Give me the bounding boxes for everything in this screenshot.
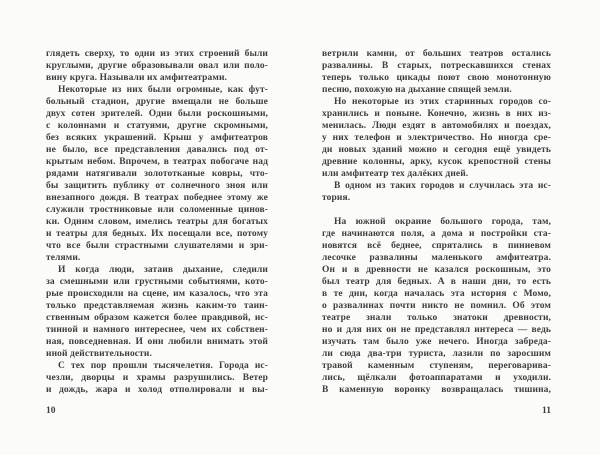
- text-line: был театр для бедных. А в наши дни, то есть: [322, 277, 551, 287]
- text-line: Но некоторые из этих старинных городов со-: [334, 97, 551, 107]
- text-line: В каменную воронку возвращалась тишина,: [322, 385, 551, 395]
- text-line: ди новых зданий можно и сегодня ещё увидеть: [322, 145, 551, 155]
- text-line: без всяких украшений. Крыш у амфитеатров: [46, 133, 268, 143]
- text-line: круглыми, другие образовывали овал или поло-: [46, 61, 268, 71]
- text-line: крытым небом. Впрочем, в театрах побогаче над: [46, 157, 268, 167]
- text-line: рые происходили на сцене, им казалось, что эта: [46, 289, 268, 299]
- text-line: лесочке развалины маленького амфитеатра.: [322, 253, 551, 263]
- text-line: больный стадион, другие вмещали не больше: [46, 97, 268, 107]
- text-line: двух сотен зрителей. Одни были роскошными,: [46, 109, 268, 119]
- text-line: только представляемая жизнь каким-то таин-: [46, 301, 268, 311]
- text-line: ли сюда два-три туриста, лазили по заросшим: [322, 349, 551, 359]
- text-line: у них телефон и электричество. Но иногда сре-: [322, 133, 551, 143]
- text-line: не было, все представления давались под от-: [46, 145, 268, 155]
- text-line: глядеть сверху, то одни из этих строений были: [46, 49, 268, 59]
- text-line: и театры для бедных. Их посещали все, потому: [46, 229, 268, 239]
- text-line: лись, щёлкали фотоаппаратами и уходили.: [322, 373, 551, 383]
- text-line: внезапного дождя. В театрах победнее этому же: [46, 193, 268, 203]
- text-line: хранились и поныне. Конечно, жизнь в них из-: [322, 109, 551, 119]
- text-line: телями.: [46, 253, 81, 263]
- text-line: изучать там было уже нечего. Иногда забреда-: [322, 337, 551, 347]
- text-line: что все были страстными слушателями и зри-: [46, 241, 268, 251]
- text-line: ветрили камни, от больших театров остались: [322, 49, 551, 59]
- page-number: 10: [46, 406, 56, 416]
- page-left: [46, 48, 268, 417]
- text-line: за смешными или грустными событиями, кото-: [46, 277, 268, 287]
- text-line: И когда люди, затаив дыхание, следили: [58, 265, 268, 275]
- text-line: ная, повседневная. И они любили внимать этой: [46, 337, 268, 347]
- text-line: рядами натягивали золототканые ковры, что-: [46, 169, 268, 179]
- text-line: песню, похожую на дыхание спящей земли.: [322, 85, 512, 95]
- text-line: Некоторые из них были огромные, как фут-: [58, 85, 268, 95]
- text-line: где начинаются поля, а дома и постройки ста-: [322, 229, 551, 239]
- text-line: с колоннами и статуями, другие скромными,: [46, 121, 268, 131]
- text-line: С тех пор прошли тысячелетия. Города ис-: [58, 361, 268, 371]
- text-line: новятся всё беднее, спрятались в пиниевом: [322, 241, 551, 251]
- text-line: ки. Одним словом, имелись театры для богатых: [46, 217, 268, 227]
- text-line: тинной и намного интереснее, чем их собствен-: [46, 325, 268, 335]
- text-line: Он и в древности не казался роскошным, это: [322, 265, 551, 275]
- text-line: бы защитить публику от солнечного зноя или: [46, 181, 268, 191]
- page-text: [322, 48, 551, 396]
- text-line: и дождь, жара и холод отполировали и вы-: [46, 385, 268, 395]
- text-line: в те дни, когда началась эта история с Момо,: [322, 289, 551, 299]
- text-line: о развалинах почти никто не помнил. Об этом: [322, 301, 551, 311]
- text-line: тория.: [322, 193, 351, 203]
- text-line: но и для них он не представлял интереса — ведь: [322, 325, 551, 335]
- text-line: театре знали только знатоки древности,: [322, 313, 551, 323]
- page-text: [46, 48, 268, 396]
- text-line: чезли, дворцы и храмы разрушились. Ветер: [46, 373, 268, 383]
- text-line: развалины. В старых, потрескавшихся стенах: [322, 61, 551, 71]
- text-line: менилась. Люди ездят в автомобилях и поездах,: [322, 121, 551, 131]
- text-line: вину круга. Называли их амфитеатрами.: [46, 73, 228, 83]
- text-line: служили тростниковые или соломенные цинов-: [46, 205, 268, 215]
- text-line: древние колонны, арку, кусок крепостной стены: [322, 157, 551, 167]
- text-line: ственным образом кажется более правдивой, ис-: [46, 313, 268, 323]
- text-line: теперь только цикады поют свою монотонную: [322, 73, 551, 83]
- page-number: 11: [542, 406, 551, 416]
- text-line: В одном из таких городов и случилась эта ис-: [334, 181, 551, 191]
- text-line: иной действительности.: [46, 349, 152, 359]
- text-line: На южной окраине большого города, там,: [334, 217, 551, 227]
- text-line: или амфитеатр тех далёких дней.: [322, 169, 469, 179]
- text-line: травой каменным ступеням, переговарива-: [322, 361, 551, 371]
- page-right: [322, 48, 551, 417]
